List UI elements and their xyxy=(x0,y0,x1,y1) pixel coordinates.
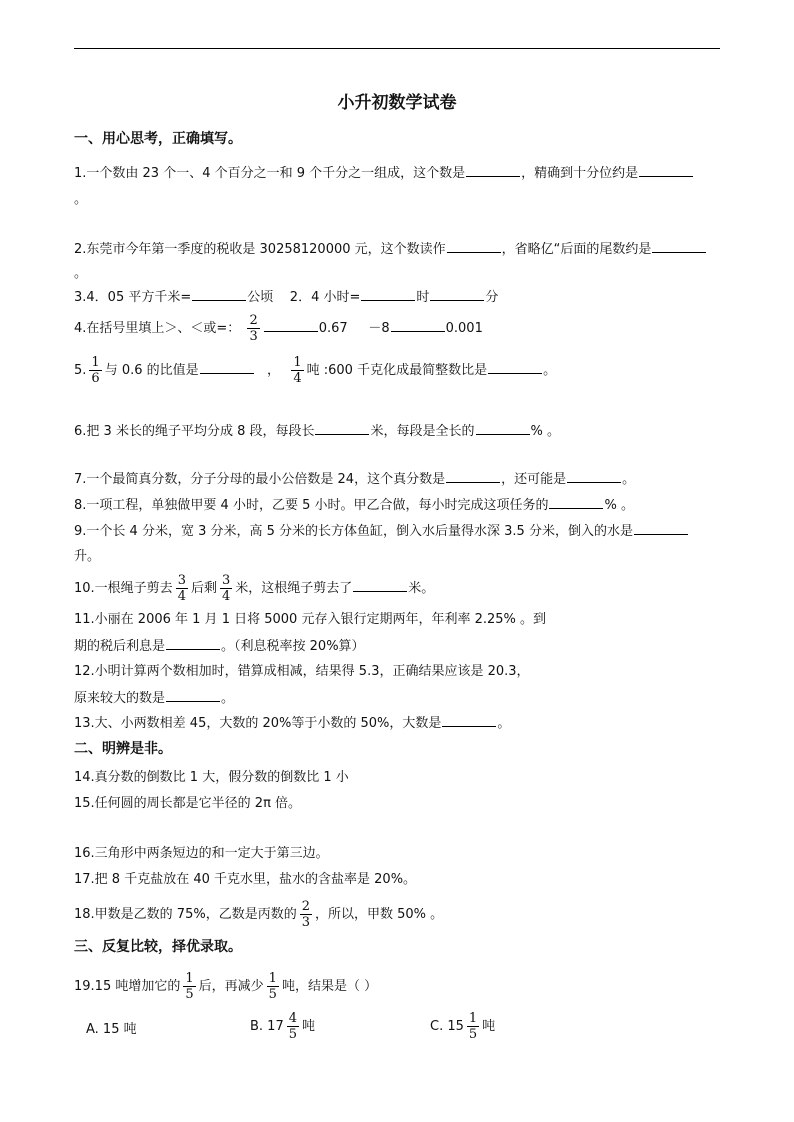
question-3: 3.4．05 平方千米= 公顷 2．4 小时= 时 分 xyxy=(74,286,724,308)
question-16: 16.三角形中两条短边的和一定大于第三边。 xyxy=(74,846,329,861)
answer-blank[interactable] xyxy=(446,468,500,483)
question-15: 15.任何圆的周长都是它半径的 2π 倍。 xyxy=(74,796,302,811)
fraction: $\frac{1}{5}$ xyxy=(468,1011,478,1042)
answer-blank[interactable] xyxy=(639,162,693,177)
question-2: 2.东莞市今年第一季度的税收是 30258120000 元，这个数读作 ，省略亿“后面的尾数约是 。 xyxy=(74,238,724,284)
fraction: $\frac{1}{5}$ xyxy=(185,971,194,1002)
fraction: $\frac{1}{4}$ xyxy=(293,355,302,386)
answer-blank[interactable] xyxy=(192,286,246,301)
question-18: 18.甲数是乙数的 75%，乙数是丙数的 $\frac{2}{3}$ ，所以，甲数 50% 。 xyxy=(74,899,444,930)
question-6: 6.把 3 米长的绳子平均分成 8 段，每段长 米，每段是全长的 % 。 xyxy=(74,420,724,442)
fraction: $\frac{2}{3}$ xyxy=(249,313,258,344)
answer-blank[interactable] xyxy=(315,420,369,435)
question-5: 5. $\frac{1}{6}$ 与 0.6 的比值是 ， $\frac{1}{4}$ 吨 :600 千克化成最简整数比是 。 xyxy=(74,355,557,386)
question-12: 12.小明计算两个数相加时，错算成相减，结果得 5.3，正确结果应该是 20.3， 原来较大的数是 。 xyxy=(74,664,530,706)
answer-blank[interactable] xyxy=(264,317,318,332)
question-11: 11.小丽在 2006 年 1 月 1 日将 5000 元存入银行定期两年，年利率 2.25% 。到 期的税后利息是 。（利息税率按 20%算） xyxy=(74,612,547,654)
answer-blank[interactable] xyxy=(391,317,445,332)
answer-blank[interactable] xyxy=(353,577,407,592)
fraction: $\frac{1}{6}$ xyxy=(91,355,100,386)
fraction: $\frac{1}{5}$ xyxy=(268,971,277,1002)
fraction: $\frac{4}{5}$ xyxy=(288,1011,298,1042)
section-heading-1: 一、用心思考，正确填写。 xyxy=(74,131,242,147)
option-a[interactable]: A. 15 吨 xyxy=(86,1022,137,1037)
option-c[interactable]: C. 15 $\frac{1}{5}$ 吨 xyxy=(430,1011,496,1042)
question-7: 7.一个最简真分数，分子分母的最小公倍数是 24，这个真分数是 ，还可能是 。 xyxy=(74,468,724,490)
question-17: 17.把 8 千克盐放在 40 千克水里，盐水的含盐率是 20%。 xyxy=(74,872,417,887)
question-13: 13.大、小两数相差 45，大数的 20%等于小数的 50%，大数是 。 xyxy=(74,712,724,734)
page-title: 小升初数学试卷 xyxy=(337,93,457,113)
question-14: 14.真分数的倒数比 1 大，假分数的倒数比 1 小 xyxy=(74,770,349,785)
fraction: $\frac{3}{4}$ xyxy=(221,573,231,604)
section-heading-2: 二、明辨是非。 xyxy=(74,741,172,757)
question-9: 9.一个长 4 分米，宽 3 分米，高 5 分米的长方体鱼缸，倒入水后量得水深 3.5 分米，倒入的水是 升。 xyxy=(74,520,724,567)
answer-blank[interactable] xyxy=(488,359,542,374)
question-10: 10.一根绳子剪去 $\frac{3}{4}$ 后剩 $\frac{3}{4}$ 米，这根绳子剪去了 米。 xyxy=(74,573,435,604)
answer-blank[interactable] xyxy=(442,712,496,727)
section-heading-3: 三、反复比较，择优录取。 xyxy=(74,939,242,955)
answer-blank[interactable] xyxy=(430,286,484,301)
answer-blank[interactable] xyxy=(200,359,254,374)
answer-blank[interactable] xyxy=(166,635,220,650)
question-1: 1.一个数由 23 个一、4 个百分之一和 9 个千分之一组成，这个数是 ，精确到十分位约是 。 xyxy=(74,162,724,210)
answer-blank[interactable] xyxy=(447,238,501,253)
answer-blank[interactable] xyxy=(634,520,688,535)
answer-blank[interactable] xyxy=(361,286,415,301)
fraction: $\frac{2}{3}$ xyxy=(301,899,310,930)
answer-blank[interactable] xyxy=(549,494,603,509)
answer-blank[interactable] xyxy=(466,162,520,177)
fraction: $\frac{3}{4}$ xyxy=(177,573,186,604)
answer-blank[interactable] xyxy=(166,687,220,702)
question-8: 8.一项工程，单独做甲要 4 小时，乙要 5 小时。甲乙合做，每小时完成这项任务的 % 。 xyxy=(74,494,724,516)
question-19: 19.15 吨增加它的 $\frac{1}{5}$ 后，再减少 $\frac{1}{5}$ 吨，结果是（ ） xyxy=(74,971,378,1002)
answer-blank[interactable] xyxy=(567,468,621,483)
answer-blank[interactable] xyxy=(652,238,706,253)
question-4: 4.在括号里填上＞、＜或=： $\frac{2}{3}$ 0.67 －8 0.001 xyxy=(74,313,483,344)
answer-blank[interactable] xyxy=(476,420,530,435)
header-rule xyxy=(74,48,720,49)
option-b[interactable]: B. 17 $\frac{4}{5}$ 吨 xyxy=(250,1011,316,1042)
